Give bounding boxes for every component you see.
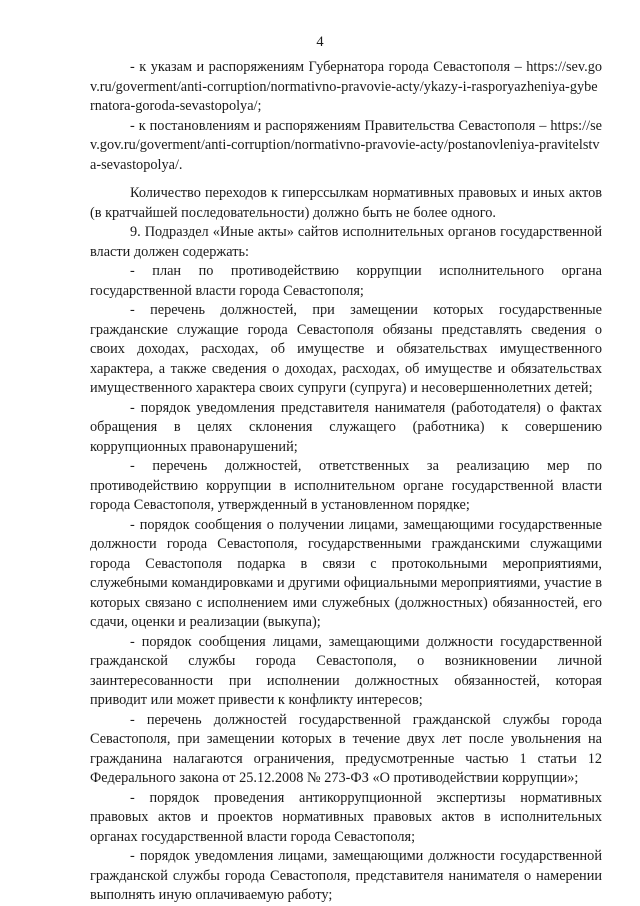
document-body [90,58,602,906]
list-item-gift-reporting: - порядок сообщения о получении лицами, замещающими государственные должности города Севастополя, государственными гражданскими служащими города Севастополя подарка в связи с протокольными мероприятиями, служебными командировками и другими официальными мероприятиями, участие в которых связано с исполнением ими служебных (должностных) обязанностей, его сдачи, оценки и реализации (выкупа); [90,516,602,630]
list-item-conflict-of-interest: - порядок сообщения лицами, замещающими должности государственной гражданской службы города Севастополя, о возникновении личной заинтересованности при исполнении должностных обязанностей, которая приводит или может привести к конфликту интересов; [90,633,602,708]
paragraph-section-9-heading: 9. Подраздел «Иные акты» сайтов исполнительных органов государственной власти должен содержать: [90,224,602,260]
list-item-positions-income-declaration: - перечень должностей, при замещении которых государственные гражданские служащие города Севастополя обязаны представлять сведения о своих доходах, расходах, об имуществе и обязательствах имущественного характера, а также сведения о доходах, расходах, об имуществе и обязательствах имущественного характера своих супруги (супруга) и несовершеннолетних детей; [90,302,602,396]
list-item-anticorruption-plan: - план по противодействию коррупции исполнительного органа государственной власти города Севастополя; [90,263,602,299]
list-item-anticorruption-expertise: - порядок проведения антикоррупционной экспертизы нормативных правовых актов и проектов нормативных правовых актов в исполнительных органах государственной власти города Севастополя; [90,789,602,845]
list-item-responsible-positions: - перечень должностей, ответственных за реализацию мер по противодействию коррупции в исполнительном органе государственной власти города Севастополя, утвержденный в установленном порядке; [90,458,602,513]
paragraph-government-resolutions-link: - к постановлениям и распоряжениям Правительства Севастополя – https://sev.gov.ru/goverment/anti-corruption/normativno-pravovie-acty/postanovleniya-pravitelstva-sevastopolya/. [90,117,602,173]
page-number: 4 [316,34,324,50]
list-item-other-paid-work: - порядок уведомления лицами, замещающими должности государственной гражданской службы города Севастополя, представителя нанимателя о намерении выполнять иную оплачиваемую работу; [90,848,602,903]
paragraph-governor-decrees-link: - к указам и распоряжениям Губернатора города Севастополя – https://sev.gov.ru/goverment/anti-corruption/normativno-pravovie-acty/ykazy-i-rasporyazheniya-gybernatora-goroda-sevastopolya/; [90,59,602,114]
paragraph-hyperlink-count: Количество переходов к гиперссылкам нормативных правовых и иных актов (в кратчайшей последовательности) должно быть не более одного. [90,185,602,221]
list-item-notification-procedure: - порядок уведомления представителя нанимателя (работодателя) о фактах обращения в целях склонения служащего (работника) к совершению коррупционных правонарушений; [90,399,602,455]
list-item-post-employment-restrictions: - перечень должностей государственной гражданской службы города Севастополя, при замещении которых в течение двух лет после увольнения на гражданина налагаются ограничения, предусмотренные частью 1 статьи 12 Федерального закона от 25.12.2008 № 273-ФЗ «О противодействии коррупции»; [90,711,602,786]
